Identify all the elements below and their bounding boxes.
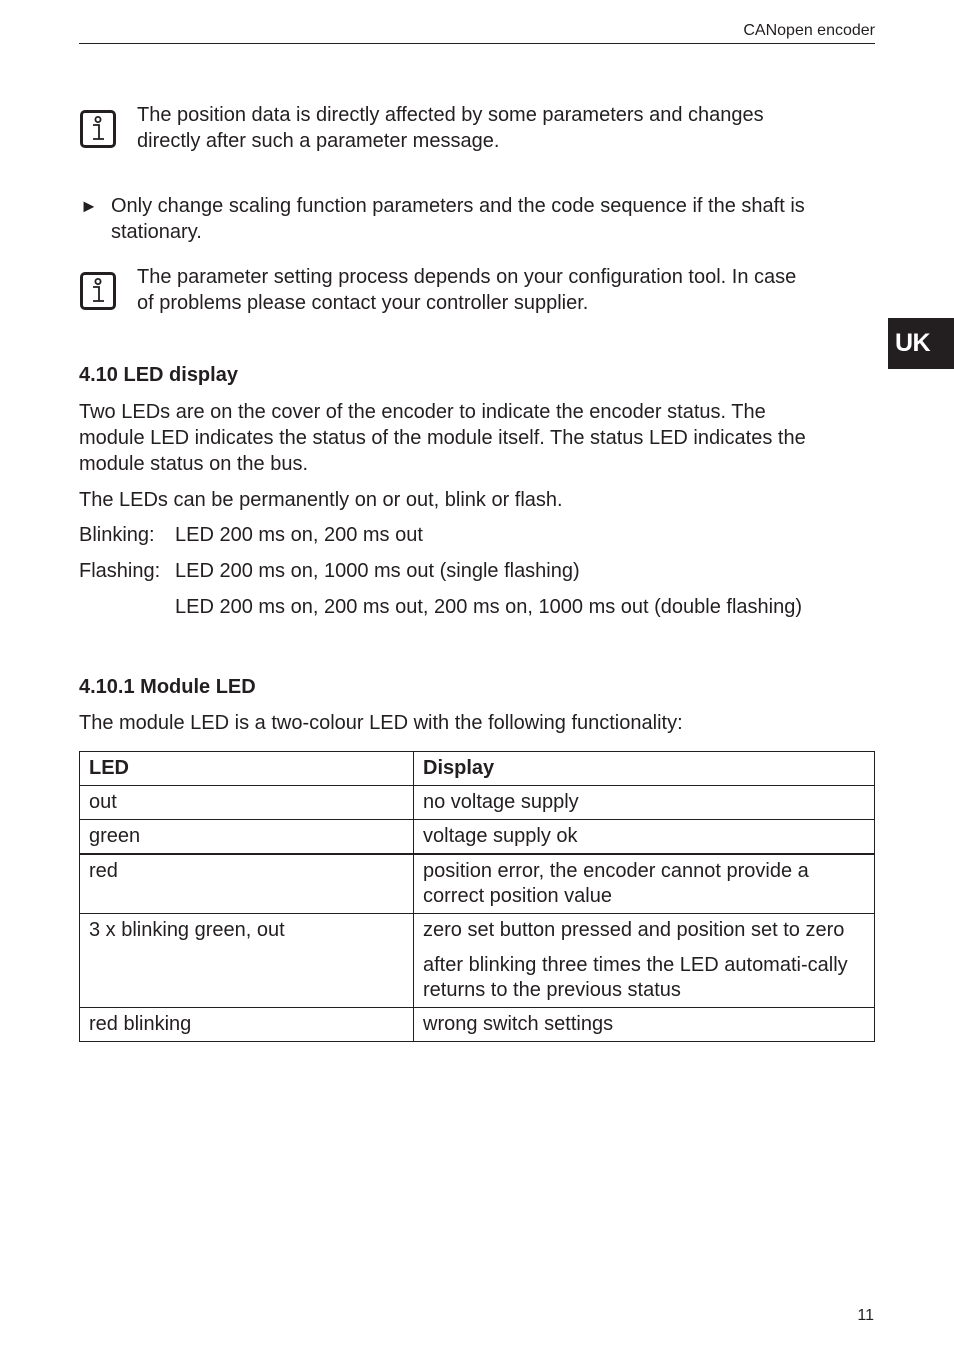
paragraph: The module LED is a two-colour LED with the following functionality: [79,712,683,734]
note-line: The position data is directly affected by some parameters and changes [137,104,764,126]
flashing-label: Flashing: [79,560,161,582]
display-cell: position error, the encoder cannot provide a correct position value [414,854,875,914]
header-title: CANopen encoder [743,22,875,39]
column-header-led: LED [80,752,414,786]
blinking-value: LED 200 ms on, 200 ms out [175,524,423,546]
paragraph [79,399,806,477]
instruction-line: Only change scaling function parameters and the code sequence if the shaft is [111,195,805,217]
display-paragraph: zero set button pressed and position set to zero [423,919,845,941]
note-text [137,102,764,154]
instruction-line: stationary. [111,221,202,243]
page-number: 11 [857,1307,874,1324]
language-tab-uk[interactable]: UK [888,318,954,369]
display-cell [414,914,875,1008]
paragraph-line: module LED indicates the status of the module itself. The status LED indicates the [79,427,806,449]
led-cell: red blinking [80,1008,414,1042]
flashing-value: LED 200 ms on, 200 ms out, 200 ms on, 1000 ms out (double flashing) [175,596,803,618]
led-cell: green [80,820,414,855]
note-line: directly after such a parameter message. [137,130,500,152]
instruction-text [111,193,805,245]
info-icon [80,272,116,310]
info-icon [80,110,116,148]
header-divider [79,43,875,44]
led-cell: red [80,854,414,914]
table-row [80,786,875,820]
table-header-row [80,752,875,786]
note-line: of problems please contact your controller supplier. [137,292,589,314]
table-row [80,820,875,855]
section-heading: 4.10 LED display [79,364,238,386]
display-paragraph: after blinking three times the LED automati-cally returns to the previous status [423,954,848,1001]
note-line: The parameter setting process depends on your configuration tool. In case [137,266,797,288]
instruction-marker: ► [80,196,98,216]
led-cell: out [80,786,414,820]
blinking-label: Blinking: [79,524,155,546]
flashing-value: LED 200 ms on, 1000 ms out (single flashing) [175,560,580,582]
display-cell: no voltage supply [414,786,875,820]
note-text [137,264,796,316]
table-row [80,1008,875,1042]
subsection-heading: 4.10.1 Module LED [79,676,256,698]
paragraph-line: module status on the bus. [79,453,309,475]
table-row [80,914,875,1008]
led-cell: 3 x blinking green, out [80,914,414,1008]
display-cell: wrong switch settings [414,1008,875,1042]
paragraph-line: Two LEDs are on the cover of the encoder to indicate the encoder status. The [79,401,766,423]
column-header-display: Display [414,752,875,786]
module-led-table [79,751,875,1042]
display-cell: voltage supply ok [414,820,875,855]
table-row [80,854,875,914]
paragraph: The LEDs can be permanently on or out, blink or flash. [79,489,563,511]
